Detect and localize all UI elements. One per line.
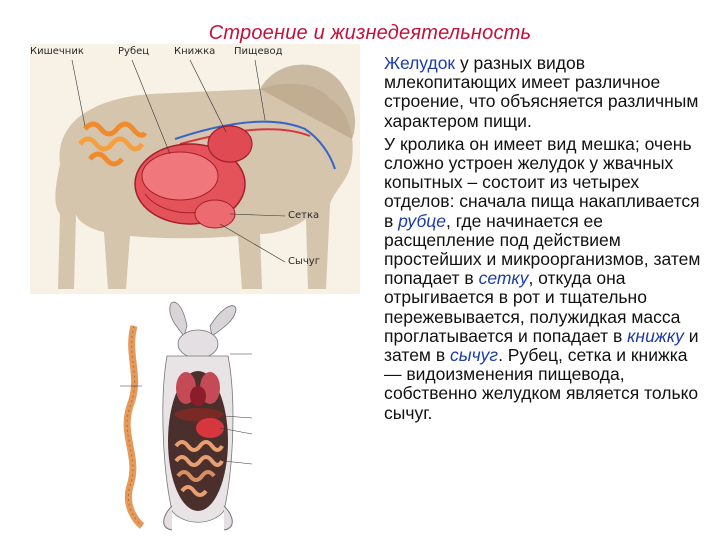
paragraph2-text-a: У кролика он имеет вид мешка; очень сложно устроен желудок у жвачных копытных – состоит из четырех отделов: сначала пища накапливается в — [384, 133, 700, 231]
term-reticulum: сетку — [478, 268, 529, 289]
term-omasum: книжку — [627, 325, 684, 346]
paragraph2-text-b: , где начинается ее расщепление под действием простейших и микроорганизмов, затем попадает в — [384, 210, 701, 289]
rabbit-drawing — [112, 296, 282, 532]
paragraph-stomach-intro — [384, 54, 704, 131]
paragraph-ruminant-stomach — [384, 135, 704, 423]
text-block — [384, 54, 704, 423]
label-rumen: Рубец — [118, 46, 150, 57]
cow-digestive-illustration — [30, 44, 360, 294]
paragraph2-text-d: и затем в — [384, 325, 699, 366]
label-reticulum: Сетка — [288, 210, 320, 221]
slide-title: Строение и жизнедеятельность — [208, 22, 532, 44]
rabbit-digestive-illustration — [112, 296, 282, 532]
term-stomach: Желудок — [384, 53, 456, 73]
term-rumen: рубце — [398, 210, 447, 231]
label-omasum: Книжка — [174, 46, 216, 57]
term-abomasum: сычуг — [449, 345, 499, 366]
paragraph2-text-c: , откуда она отрыгивается в рот и тщательно пережевывается, полужидкая масса проглатывается и попадает в — [384, 268, 681, 346]
label-intestine: Кишечник — [30, 46, 84, 57]
label-abomasum: Сычуг — [288, 256, 320, 267]
paragraph1-text: у разных видов млекопитающих имеет различное строение, что объясняется различным характером пищи. — [384, 53, 699, 131]
label-esophagus: Пищевод — [234, 46, 283, 57]
paragraph2-text-e: . Рубец, сетка и книжка — видоизменения пищевода, собственно желудком является только сычуг. — [384, 345, 699, 423]
